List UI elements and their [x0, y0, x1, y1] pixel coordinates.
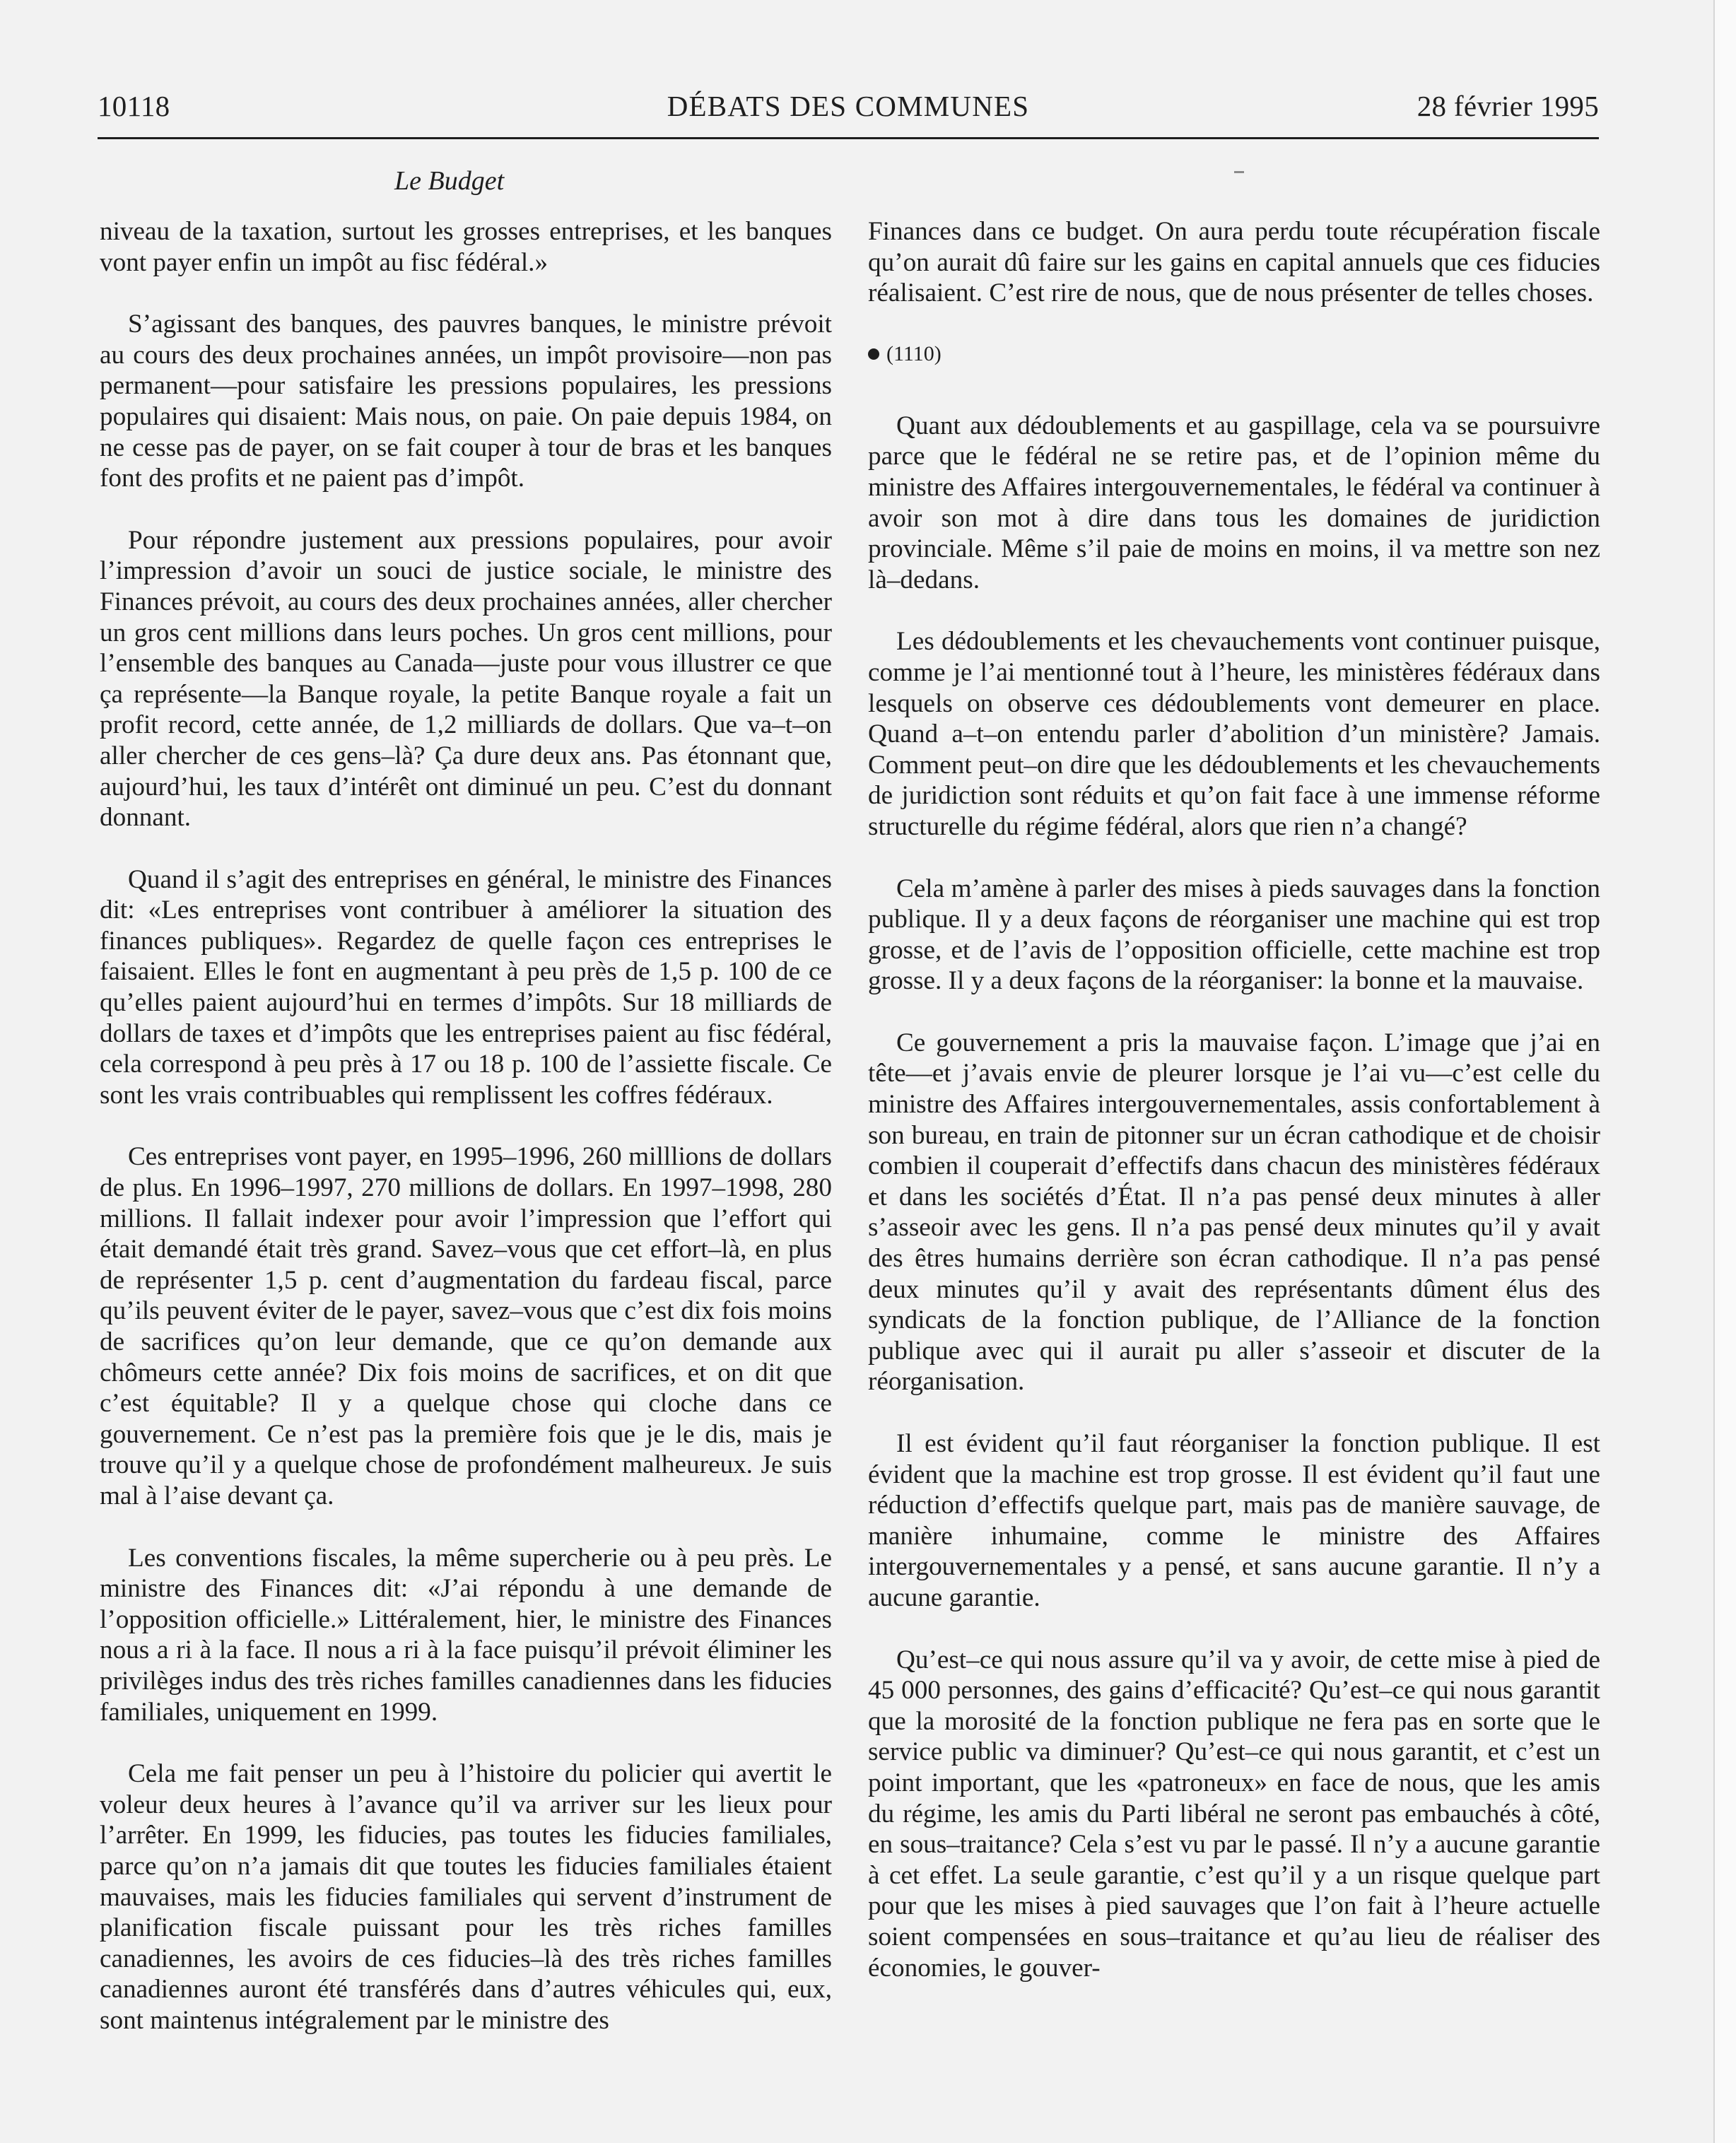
- paragraph: Qu’est–ce qui nous assure qu’il va y avoir, de cette mise à pied de 45 000 personnes, des gains d’efficacité? Qu’est–ce qui nous garantit que la morosité de la fonction publique ne fera pas en sorte que le service public va diminuer? Qu’est–ce qui nous garantit, et c’est un point important, que les «patroneux» en face de nous, que les amis du régime, les amis du Parti libéral ne seront pas embauchés à côté, en sous–traitance? Cela s’est vu par le passé. Il n’y a aucune garantie à cet effet. La seule garantie, c’est qu’il y a un risque quelque part pour que les mises à pied sauvages que l’on fait à l’heure actuelle soient compensées en sous–traitance et qu’au lieu de réaliser des économies, le gouver-: [868, 1645, 1600, 1983]
- left-column: [100, 216, 832, 2067]
- paragraph: Quand il s’agit des entreprises en général, le ministre des Finances dit: «Les entreprises vont contribuer à améliorer la situation des finances publiques». Regardez de quelle façon ces entreprises le faisaient. Elles le font en augmentant à peu près de 1,5 p. 100 de ce qu’elles paient aujourd’hui en termes d’impôts. Sur 18 milliards de dollars de taxes et d’impôts que les entreprises paient au fisc fédéral, cela correspond à peu près à 17 ou 18 p. 100 de l’assiette fiscale. Ce sont les vrais contribuables qui remplissent les coffres fédéraux.: [100, 864, 832, 1110]
- paragraph: Ce gouvernement a pris la mauvaise façon. L’image que j’ai en tête—et j’avais envie de pleurer lorsque je l’ai vu—c’est celle du ministre des Affaires intergouvernementales, assis confortablement à son bureau, en train de pitonner sur un écran cathodique et de choisir combien il couperait d’effectifs dans chacun des ministères fédéraux et dans les sociétés d’État. Il n’a pas pensé deux minutes à aller s’asseoir avec les gens. Il n’a pas pensé deux minutes qu’il y avait des êtres humains derrière son écran cathodique. Il n’a pas pensé deux minutes qu’il y avait des représentants dûment élus des syndicats de la fonction publique, de l’Alliance de la fonction publique avec qui il aurait pu aller s’asseoir et discuter de la réorganisation.: [868, 1028, 1600, 1397]
- paragraph: Quant aux dédoublements et au gaspillage, cela va se poursuivre parce que le fédéral ne se retire pas, et de l’opinion même du ministre des Affaires intergouvernementales, le fédéral va continuer à avoir son mot à dire dans tous les domaines de juridiction provinciale. Même s’il paie de moins en moins, il va mettre son nez là–dedans.: [868, 411, 1600, 594]
- paragraph: Ces entreprises vont payer, en 1995–1996, 260 milllions de dollars de plus. En 1996–1997, 270 millions de dollars. En 1997–1998, 280 millions. Il fallait indexer pour avoir l’impression que l’effort qui était demandé était très grand. Savez–vous que cet effort–là, en plus de représenter 1,5 p. cent d’augmentation du fardeau fiscal, parce qu’ils peuvent éviter de le payer, savez–vous que c’est dix fois moins de sacrifices qu’on leur demande, que ce qu’on demande aux chômeurs cette année? Dix fois moins de sacrifices, et on dit que c’est équitable? Il y a quelque chose qui cloche dans ce gouvernement. Ce n’est pas la première fois que je le dis, mais je trouve qu’il y a quelque chose de profondément malheureux. Je suis mal à l’aise devant ça.: [100, 1142, 832, 1510]
- paragraph: niveau de la taxation, surtout les grosses entreprises, et les banques vont payer enfin un impôt au fisc fédéral.»: [100, 217, 832, 277]
- issue-date: 28 février 1995: [1417, 90, 1599, 122]
- page-edge: [1713, 0, 1736, 2143]
- time-marker-label: (1110): [886, 341, 942, 365]
- paragraph: Finances dans ce budget. On aura perdu toute récupération fiscale qu’on aurait dû faire sur les gains en capital annuels que ces fiducies réalisaient. C’est rire de nous, que de nous présenter de telles choses.: [868, 217, 1600, 308]
- paragraph: Pour répondre justement aux pressions populaires, pour avoir l’impression d’avoir un souci de justice sociale, le ministre des Finances prévoit, au cours des deux prochaines années, aller chercher un gros cent millions dans leurs poches. Un gros cent millions, pour l’ensemble des banques au Canada—juste pour vous illustrer ce que ça représente—la Banque royale, la petite Banque royale a fait un profit record, cette année, de 1,2 milliards de dollars. Que va–t–on aller chercher de ces gens–là? Ça dure deux ans. Pas étonnant que, aujourd’hui, les taux d’intérêt ont diminué un peu. C’est du donnant donnant.: [100, 525, 832, 833]
- page-header: [98, 83, 1599, 139]
- paragraph: Cela me fait penser un peu à l’histoire du policier qui avertit le voleur deux heures à l’avance qu’il va arriver sur les lieux pour l’arrêter. En 1999, les fiducies, pas toutes les fiducies familiales, parce qu’on n’a jamais dit que toutes les fiducies familiales étaient mauvaises, mais les fiducies familiales qui servent d’instrument de planification fiscale puissant pour les très riches familles canadiennes, les avoirs de ces fiducies–là des très riches familles canadiennes auront été transférés dans d’autres véhicules qui, eux, sont maintenus intégralement par le ministre des: [100, 1759, 832, 2035]
- journal-title: DÉBATS DES COMMUNES: [667, 90, 1030, 122]
- section-label: Le Budget: [394, 166, 505, 196]
- paragraph: Les dédoublements et les chevauchements vont continuer puisque, comme je l’ai mentionné tout à l’heure, les ministères fédéraux dans lesquels on observe ces dédoublements vont demeurer en place. Quand a–t–on entendu parler d’abolition d’un ministère? Jamais. Comment peut–on dire que les dédoublements et les chevauchements de juridiction sont réduits et qu’on fait face à une immense réforme structurelle du régime fédéral, alors que rien n’a changé?: [868, 627, 1600, 841]
- paragraph: S’agissant des banques, des pauvres banques, le ministre prévoit au cours des deux prochaines années, un impôt provisoire—non pas permanent—pour satisfaire les pressions populaires, les pressions populaires qui disaient: Mais nous, on paie. On paie depuis 1984, on ne cesse pas de payer, on se fait couper à tour de bras et les banques font des profits et ne paient pas d’impôt.: [100, 310, 832, 493]
- paragraph: Il est évident qu’il faut réorganiser la fonction publique. Il est évident que la machine est trop grosse. Il est évident qu’il faut une réduction d’effectifs quelque part, mais pas de manière sauvage, de manière inhumaine, comme le ministre des Affaires intergouvernementales y a pensé, et sans aucune garantie. Il n’y a aucune garantie.: [868, 1429, 1600, 1612]
- time-marker: [868, 340, 1600, 368]
- right-column: [868, 216, 1600, 2014]
- scan-speck: [1234, 171, 1244, 173]
- bullet-icon: [868, 348, 879, 360]
- page-number: 10118: [98, 90, 170, 122]
- paragraph: Les conventions fiscales, la même supercherie ou à peu près. Le ministre des Finances dit: «J’ai répondu à une demande de l’opposition officielle.» Littéralement, hier, le ministre des Finances nous a ri à la face. Il nous a ri à la face puisqu’il prévoit éliminer les privilèges indus des très riches familles canadiennes dans les fiducies familiales, uniquement en 1999.: [100, 1543, 832, 1727]
- paragraph: Cela m’amène à parler des mises à pieds sauvages dans la fonction publique. Il y a deux façons de réorganiser une machine qui est trop grosse, et de l’avis de l’opposition officielle, cette machine est trop grosse. Il y a deux façons de la réorganiser: la bonne et la mauvaise.: [868, 874, 1600, 996]
